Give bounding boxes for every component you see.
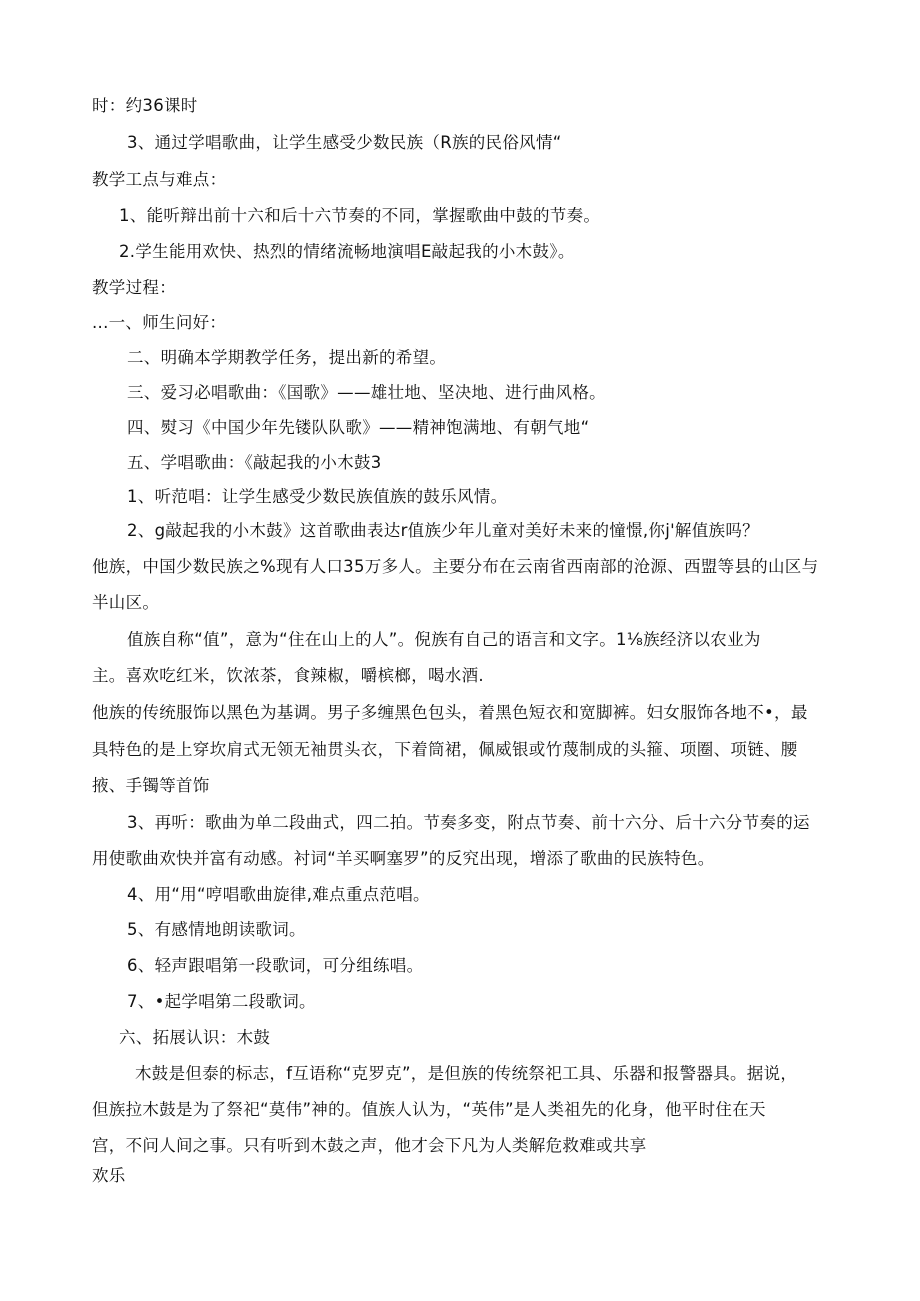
text-line: 四、熨习《中国少年先镂队队歌》——精神饱满地、有朝气地“ — [127, 418, 590, 437]
text-line: 2.学生能用欢快、热烈的情绪流畅地演唱E敲起我的小木鼓》。 — [119, 242, 575, 261]
text-line: 二、明确本学期教学任务，提出新的希望。 — [127, 348, 447, 367]
text-line: 木鼓是但泰的标志，f互语称“克罗克”，是但族的传统祭祀工具、乐器和报警器具。据说， — [135, 1064, 798, 1083]
text-line: 具特色的是上穿坎肩式无领无袖贯头衣，下着筒裙，佩威银或竹蔑制成的头箍、项圈、项链、腰 — [92, 740, 798, 759]
text-line: 2、g敲起我的小木鼓》这首歌曲表达r值族少年儿童对美好未来的憧憬,你j'解值族吗？ — [127, 521, 759, 540]
section-heading: 六、拓展认识：木鼓 — [119, 1028, 271, 1047]
section-heading: 教学过程： — [92, 278, 176, 297]
text-line: ...一、师生问好： — [92, 313, 227, 332]
text-line: 主。喜欢吃红米，饮浓茶，食辣椒，嚼槟榔，喝水酒. — [92, 666, 484, 685]
text-line: 宫，不问人间之事。只有听到木鼓之声，他才会下凡为人类解危救难或共享 — [92, 1136, 647, 1155]
text-line: 3、再听：歌曲为单二段曲式，四二拍。节奏多变，附点节奏、前十六分、后十六分节奏的运 — [127, 813, 810, 832]
text-line: 1、能听辩出前十六和后十六节奏的不同，掌握歌曲中鼓的节奏。 — [119, 206, 601, 225]
text-line: 五、学唱歌曲：《敲起我的小木鼓3 — [127, 453, 382, 472]
text-line: 欢乐 — [92, 1166, 126, 1185]
text-line: 7、•起学唱第二段歌词。 — [127, 992, 316, 1011]
text-line: 三、爱习必唱歌曲：《国歌》——雄壮地、坚决地、进行曲风格。 — [127, 383, 606, 402]
text-line: 但族拉木鼓是为了祭祀“莫伟”神的。值族人认为，“英伟”是人类祖先的化身，他平时住在天 — [92, 1100, 766, 1119]
text-line: 1、听范唱：让学生感受少数民族值族的鼓乐风情。 — [127, 487, 508, 506]
text-line: 6、轻声跟唱第一段歌词，可分组练唱。 — [127, 956, 424, 975]
text-line: 他族，中国少数民族之%现有人口35万多人。主要分布在云南省西南部的沧源、西盟等县的山区与 — [92, 557, 819, 576]
text-line: 时：约36课时 — [92, 96, 198, 115]
text-line: 用使歌曲欢快并富有动感。衬词“羊买啊塞罗”的反究出现，增添了歌曲的民族特色。 — [92, 849, 715, 868]
section-heading: 教学工点与难点： — [92, 170, 227, 189]
text-line: 掖、手镯等首饰 — [92, 776, 210, 795]
text-line: 5、有感情地朗读歌词。 — [127, 920, 306, 939]
text-line: 半山区。 — [92, 593, 160, 612]
text-line: 4、用“用“哼唱歌曲旋律,难点重点范唱。 — [127, 885, 430, 904]
text-line: 值族自称“值”，意为“住在山上的人”。倪族有自己的语言和文字。1⅛族经济以农业为 — [127, 630, 761, 649]
text-line: 3、通过学唱歌曲，让学生感受少数民族（R族的民俗风情“ — [127, 133, 562, 152]
text-line: 他族的传统服饰以黑色为基调。男子多缠黑色包头，着黑色短衣和宽脚裤。妇女服饰各地不•，最 — [92, 703, 808, 722]
